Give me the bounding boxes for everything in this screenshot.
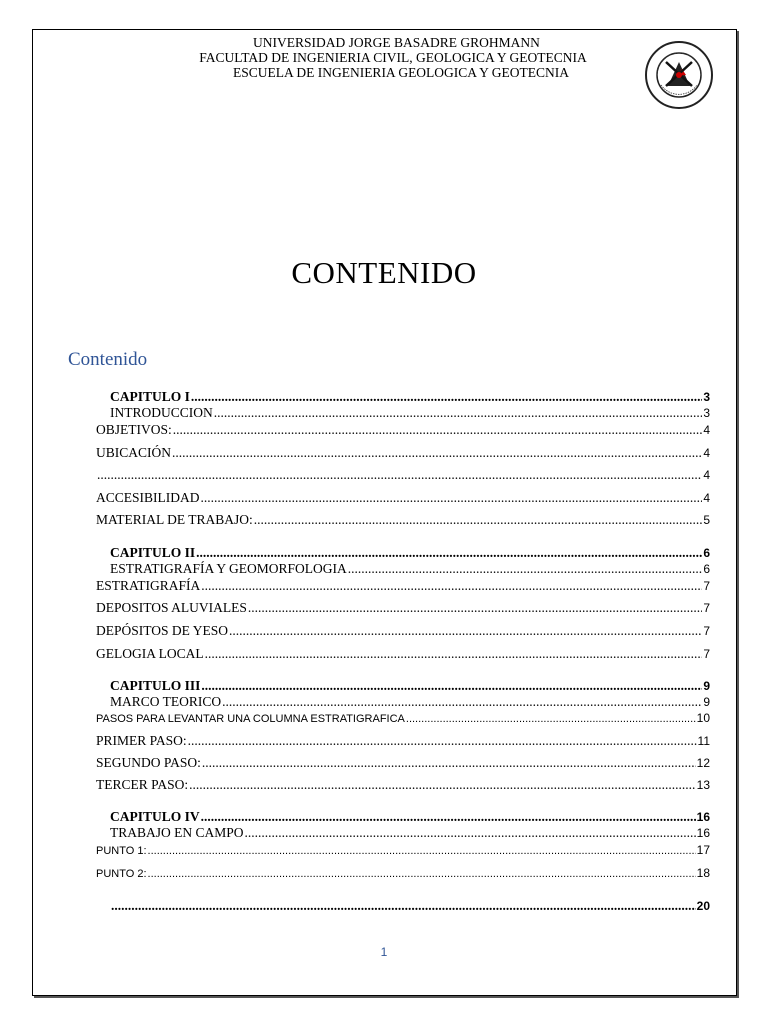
toc-leader xyxy=(191,389,702,405)
toc-leader xyxy=(229,623,702,639)
toc-leader xyxy=(172,445,702,461)
toc-entry[interactable] xyxy=(96,733,710,749)
toc-entry[interactable] xyxy=(110,545,710,561)
toc-entry[interactable] xyxy=(96,755,710,771)
toc-entry-page: 6 xyxy=(703,546,710,560)
toc-entry-page: 5 xyxy=(703,513,710,527)
toc-leader xyxy=(97,467,702,483)
toc-leader xyxy=(245,825,696,841)
toc-leader xyxy=(214,405,703,421)
toc-entry[interactable] xyxy=(110,809,710,825)
toc-entry-text: GELOGIA LOCAL xyxy=(96,646,204,661)
toc-entry-page: 7 xyxy=(703,601,710,615)
toc-entry[interactable] xyxy=(110,898,710,914)
toc-entry-text: SEGUNDO PASO: xyxy=(96,755,201,770)
toc-entry-text: CAPITULO III xyxy=(110,678,201,693)
toc-leader xyxy=(406,713,696,725)
toc-entry-text: PRIMER PASO: xyxy=(96,733,187,748)
toc-leader xyxy=(201,490,703,506)
toc-entry[interactable] xyxy=(110,825,710,841)
toc-entry-text: INTRODUCCION xyxy=(110,405,213,420)
faculty-name: FACULTAD DE INGENIERIA CIVIL, GEOLOGICA Y GEOTECNIA xyxy=(199,50,587,65)
toc-entry-page: 6 xyxy=(703,562,710,576)
toc-entry[interactable] xyxy=(96,445,710,461)
toc-entry[interactable] xyxy=(96,646,710,662)
toc-entry-text: CAPITULO IV xyxy=(110,809,200,824)
toc-entry[interactable] xyxy=(96,600,710,616)
toc-entry[interactable] xyxy=(96,467,710,483)
toc-entry-page: 9 xyxy=(703,695,710,709)
toc-leader xyxy=(196,545,702,561)
toc-entry-page: 3 xyxy=(703,390,710,404)
school-name: ESCUELA DE INGENIERIA GEOLOGICA Y GEOTECNIA xyxy=(232,65,570,80)
toc-entry-text: UBICACIÓN xyxy=(96,445,172,460)
toc-entry-text: PUNTO 1: xyxy=(96,845,147,857)
toc-entry-text: ACCESIBILIDAD xyxy=(96,490,200,505)
geology-school-seal-icon xyxy=(644,40,714,110)
toc-entry-page: 18 xyxy=(696,866,710,880)
toc-leader xyxy=(201,809,696,825)
toc-entry-page: 20 xyxy=(696,899,710,913)
page-title: CONTENIDO xyxy=(291,255,477,290)
toc-entry-text: OBJETIVOS: xyxy=(96,422,172,437)
toc-entry[interactable] xyxy=(96,578,710,594)
toc-leader xyxy=(202,755,696,771)
university-name: UNIVERSIDAD JORGE BASADRE GROHMANN xyxy=(253,35,540,50)
toc-leader xyxy=(148,845,696,857)
toc-leader xyxy=(201,578,702,594)
toc-entry-text: MATERIAL DE TRABAJO: xyxy=(96,512,253,527)
page-number: 1 xyxy=(380,945,388,959)
toc-entry-page: 4 xyxy=(703,423,710,437)
toc-leader xyxy=(173,422,703,438)
toc-entry-page: 16 xyxy=(696,810,710,824)
toc-entry[interactable] xyxy=(110,678,710,694)
toc-entry[interactable] xyxy=(110,405,710,421)
toc-entry-page: 4 xyxy=(703,491,710,505)
toc-entry[interactable] xyxy=(96,490,710,506)
toc-entry-page: 3 xyxy=(703,406,710,420)
toc-leader xyxy=(111,898,696,914)
toc-entry[interactable] xyxy=(96,777,710,793)
toc-entry-page: 7 xyxy=(703,647,710,661)
toc-entry[interactable] xyxy=(96,422,710,438)
toc-entry-text: PASOS PARA LEVANTAR UNA COLUMNA ESTRATIGRAFICA xyxy=(96,713,405,725)
toc-entry[interactable] xyxy=(96,512,710,528)
toc-entry[interactable] xyxy=(110,389,710,405)
toc-entry-text: ESTRATIGRAFÍA Y GEOMORFOLOGIA xyxy=(110,561,347,576)
toc-entry-page: 7 xyxy=(703,579,710,593)
toc-entry-text: DEPÓSITOS DE YESO xyxy=(96,623,229,638)
toc-heading: Contenido xyxy=(68,349,148,370)
toc-entry-page: 16 xyxy=(696,826,710,840)
toc-leader xyxy=(201,678,702,694)
toc-entry-page: 10 xyxy=(696,711,710,725)
toc-entry-text: PUNTO 2: xyxy=(96,868,147,880)
toc-leader xyxy=(188,733,697,749)
toc-entry[interactable] xyxy=(96,843,710,857)
toc-entry-page: 17 xyxy=(696,843,710,857)
toc-entry-page: 9 xyxy=(703,679,710,693)
toc-entry-text: TRABAJO EN CAMPO xyxy=(110,825,244,840)
toc-entry-text: ESTRATIGRAFÍA xyxy=(96,578,201,593)
toc-entry-page: 12 xyxy=(696,756,710,770)
toc-entry[interactable] xyxy=(96,711,710,725)
toc-entry-text: TERCER PASO: xyxy=(96,777,189,792)
toc-leader xyxy=(248,600,702,616)
toc-leader xyxy=(348,561,703,577)
toc-leader xyxy=(148,868,696,880)
toc-entry-page: 4 xyxy=(703,446,710,460)
toc-entry-text: CAPITULO I xyxy=(110,389,190,404)
toc-entry[interactable] xyxy=(96,623,710,639)
toc-entry-text: DEPOSITOS ALUVIALES xyxy=(96,600,247,615)
toc-leader xyxy=(222,694,702,710)
toc-entry-page: 7 xyxy=(703,624,710,638)
toc-leader xyxy=(189,777,695,793)
toc-entry[interactable] xyxy=(110,694,710,710)
toc-leader xyxy=(205,646,703,662)
toc-entry-text: CAPITULO II xyxy=(110,545,196,560)
toc-entry-page: 13 xyxy=(696,778,710,792)
toc-leader xyxy=(254,512,703,528)
toc-entry-page: 11 xyxy=(697,734,710,748)
toc-entry[interactable] xyxy=(110,561,710,577)
toc-entry-page: 4 xyxy=(703,468,710,482)
toc-entry[interactable] xyxy=(96,866,710,880)
toc-entry-text: MARCO TEORICO xyxy=(110,694,222,709)
